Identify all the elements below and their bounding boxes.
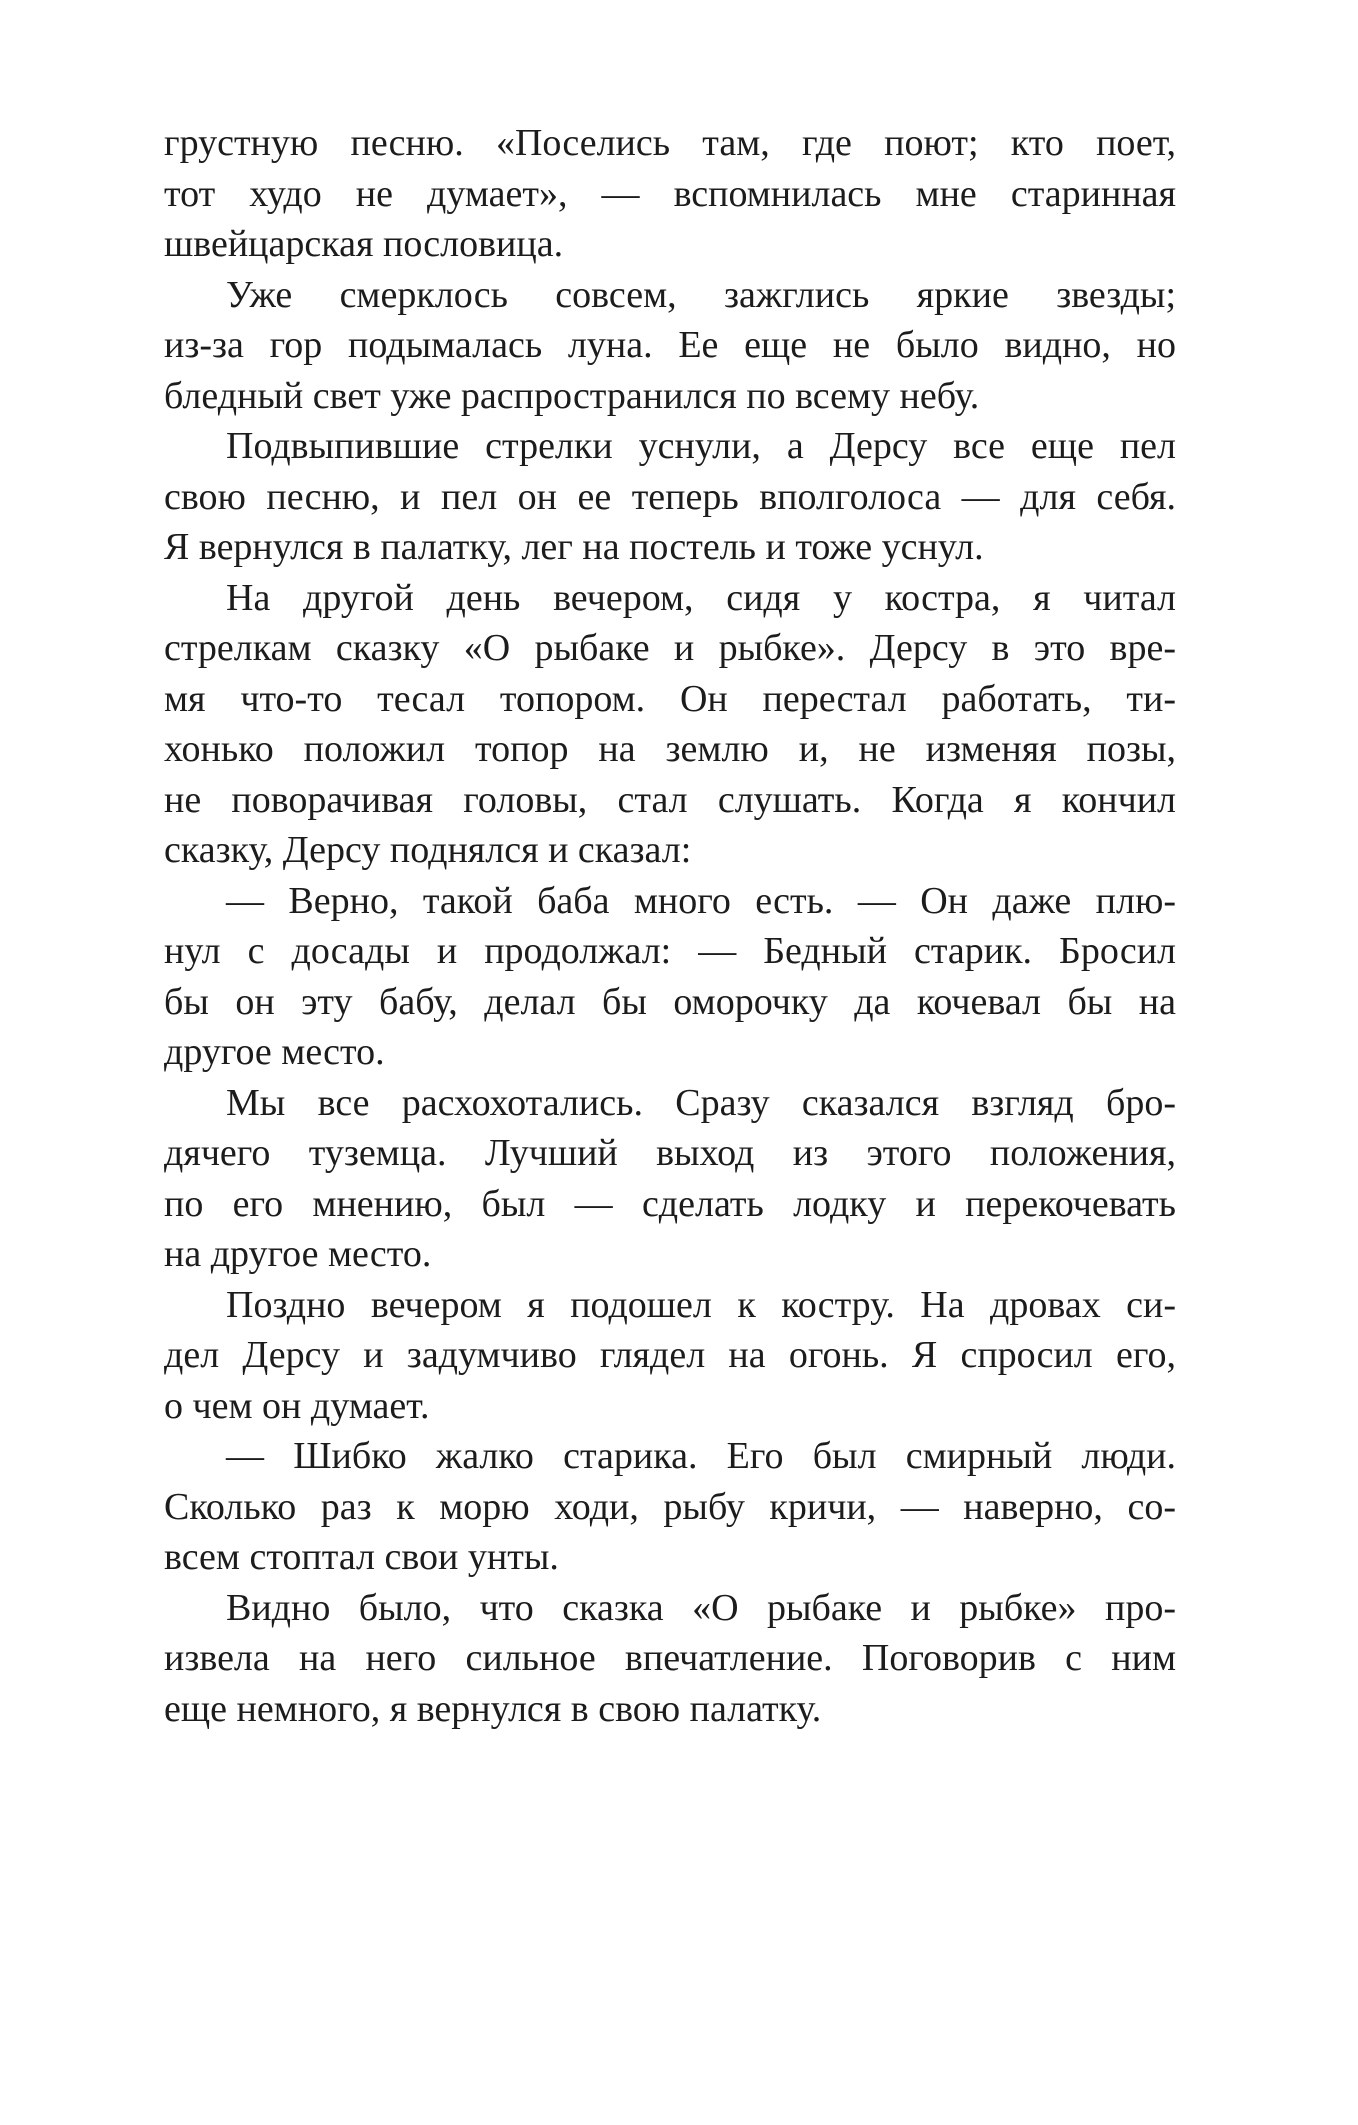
text-line: по его мнению, был — сделать лодку и перекочевать [164, 1182, 1176, 1225]
text-line: Видно было, что сказка «О рыбаке и рыбке» про- [226, 1586, 1176, 1629]
text-line: На другой день вечером, сидя у костра, я читал [226, 576, 1176, 619]
text-line: бледный свет уже распространился по всему небу. [164, 374, 980, 417]
text-line: из-за гор подымалась луна. Ее еще не было видно, но [164, 324, 1176, 366]
paragraph [164, 1280, 1176, 1432]
text-line: дячего туземца. Лучший выход из этого положения, [164, 1132, 1176, 1174]
text-line: Я вернулся в палатку, лег на постель и тоже уснул. [164, 526, 984, 568]
text-line: Подвыпившие стрелки уснули, а Дерсу все еще пел [226, 425, 1176, 467]
paragraph [164, 270, 1176, 422]
paragraph [164, 421, 1176, 573]
text-line: еще немного, я вернулся в свою палатку. [164, 1687, 822, 1730]
text-line: другое место. [164, 1031, 385, 1073]
text-line: свою песню, и пел он ее теперь вполголоса — для себя. [164, 475, 1176, 518]
text-line: о чем он думает. [164, 1384, 430, 1427]
page-text [164, 118, 1176, 1734]
text-line: Поздно вечером я подошел к костру. На дровах си- [226, 1283, 1176, 1326]
text-line: грустную песню. «Поселись там, где поют; кто поет, [164, 122, 1176, 164]
paragraph [164, 1583, 1176, 1735]
text-line: стрелкам сказку «О рыбаке и рыбке». Дерсу в это вре- [164, 627, 1176, 669]
text-line: всем стоптал свои унты. [164, 1536, 559, 1578]
text-line: не поворачивая головы, стал слушать. Когда я кончил [164, 778, 1176, 821]
text-line: мя что-то тесал топором. Он перестал работать, ти- [164, 677, 1176, 720]
paragraph [164, 1431, 1176, 1583]
text-line: Сколько раз к морю ходи, рыбу кричи, — наверно, со- [164, 1485, 1176, 1528]
text-line: — Верно, такой баба много есть. — Он даже плю- [226, 879, 1176, 922]
text-line: Мы все расхохотались. Сразу сказался взгляд бро- [226, 1081, 1176, 1124]
paragraph [164, 1078, 1176, 1280]
text-line: нул с досады и продолжал: — Бедный старик. Бросил [164, 930, 1176, 972]
paragraph [164, 118, 1176, 270]
text-line: хонько положил топор на землю и, не изменяя позы, [164, 728, 1176, 770]
text-line: сказку, Дерсу поднялся и сказал: [164, 829, 692, 871]
text-line: — Шибко жалко старика. Его был смирный люди. [226, 1435, 1176, 1477]
text-line: на другое место. [164, 1233, 432, 1275]
text-line: извела на него сильное впечатление. Поговорив с ним [164, 1637, 1176, 1679]
paragraph [164, 876, 1176, 1078]
text-line: тот худо не думает», — вспомнилась мне старинная [164, 172, 1176, 215]
text-line: Уже смерклось совсем, зажглись яркие звезды; [226, 273, 1176, 316]
text-line: швейцарская пословица. [164, 223, 564, 265]
text-line: дел Дерсу и задумчиво глядел на огонь. Я спросил его, [164, 1334, 1176, 1376]
paragraph [164, 573, 1176, 876]
text-line: бы он эту бабу, делал бы оморочку да кочевал бы на [164, 980, 1176, 1023]
